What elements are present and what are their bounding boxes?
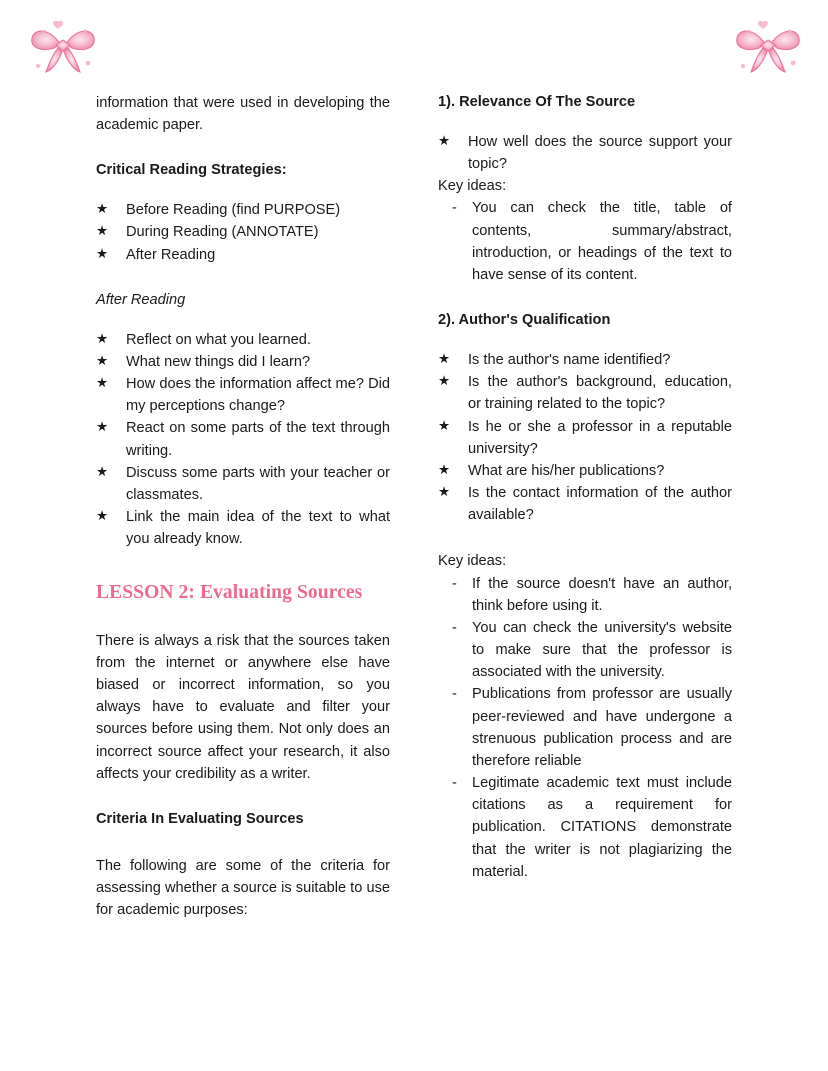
after-reading-list: [96, 329, 390, 551]
two-column-body: [96, 92, 733, 921]
list-item-label: What new things did I learn?: [126, 353, 311, 370]
list-item: [96, 199, 390, 221]
list-item: [96, 351, 390, 373]
star-bullet-icon: ★: [438, 461, 451, 477]
lesson-title: LESSON 2: Evaluating Sources: [96, 582, 363, 604]
list-item-label: React on some parts of the text through writing.: [126, 420, 390, 459]
list-item: [96, 506, 390, 550]
list-item-label: How does the information affect me? Did my perceptions change?: [126, 375, 390, 415]
section-2-heading: 2). Author's Qualification: [438, 312, 611, 329]
star-bullet-icon: ★: [96, 352, 109, 368]
section-2-bullets: [438, 349, 732, 526]
section-1-key-ideas-label: Key ideas:: [438, 178, 507, 195]
list-item-label: You can check the university's website to make sure that the professor is associated with the university.: [472, 619, 732, 681]
list-item: [438, 617, 732, 684]
list-item: [96, 329, 390, 351]
star-bullet-icon: ★: [96, 245, 109, 261]
list-item: [438, 772, 732, 883]
star-bullet-icon: ★: [438, 350, 451, 366]
list-item: [438, 349, 732, 371]
list-item-label: Discuss some parts with your teacher or classmates.: [126, 464, 390, 503]
list-item-label: If the source doesn't have an author, think before using it.: [472, 575, 732, 614]
after-reading-subheading: After Reading: [96, 291, 186, 308]
dash-bullet-icon: -: [452, 619, 457, 636]
list-item-label: Is the contact information of the author available?: [468, 485, 732, 524]
list-item-label: Is he or she a professor in a reputable university?: [468, 418, 732, 457]
list-item-label: Reflect on what you learned.: [126, 331, 311, 348]
list-item: [438, 197, 732, 286]
lesson-intro-paragraph: There is always a risk that the sources taken from the internet or anywhere else have biased or incorrect information, so you always have to evaluate and filter your sources before using them. Not only does an incorrect source affect your research, it also affects your credibility as a writer.: [96, 632, 390, 782]
list-item-label: You can check the title, table of contents, summary/abstract, introduction, or headings of the text to have sense of its content.: [472, 200, 732, 283]
list-item-label: Is the author's background, education, or training related to the topic?: [468, 374, 732, 413]
section-2-key-ideas-list: [438, 573, 732, 883]
star-bullet-icon: ★: [96, 330, 109, 346]
right-column: [438, 92, 732, 921]
section-1-key-ideas-list: [438, 197, 732, 286]
criteria-intro-paragraph: The following are some of the criteria for assessing whether a source is suitable to use for academic purposes:: [96, 857, 390, 919]
list-item-label: Publications from professor are usually peer-reviewed and have undergone a strenuous publication process and are therefore reliable: [472, 686, 732, 769]
list-item: [438, 131, 732, 175]
list-item-label: Before Reading (find PURPOSE): [126, 202, 341, 219]
section-2-key-ideas-label: Key ideas:: [438, 553, 507, 570]
list-item-label: After Reading: [126, 246, 216, 263]
pink-ribbon-bow-icon: [729, 14, 807, 80]
section-1-heading: 1). Relevance Of The Source: [438, 94, 636, 110]
star-bullet-icon: ★: [96, 463, 109, 479]
criteria-heading: Criteria In Evaluating Sources: [96, 810, 304, 827]
star-bullet-icon: ★: [96, 419, 109, 435]
list-item: [96, 373, 390, 417]
section-1-bullets: [438, 131, 732, 175]
continued-paragraph: information that were used in developing the academic paper.: [96, 95, 390, 134]
star-bullet-icon: ★: [438, 484, 451, 500]
dash-bullet-icon: -: [452, 200, 457, 217]
list-item-label: Is the author's name identified?: [468, 351, 671, 368]
star-bullet-icon: ★: [96, 374, 109, 390]
left-column: [96, 92, 390, 921]
list-item-label: What are his/her publications?: [468, 462, 665, 479]
list-item-label: Legitimate academic text must include citations as a requirement for publication. CITATIONS demonstrate that the writer is not plagiarizing the material.: [472, 775, 732, 880]
list-item-label: How well does the source support your topic?: [468, 133, 732, 173]
list-item: [438, 573, 732, 617]
list-item: [96, 244, 390, 266]
pink-ribbon-bow-icon: [24, 14, 102, 80]
list-item: [438, 683, 732, 772]
star-bullet-icon: ★: [96, 201, 109, 217]
list-item: [438, 371, 732, 415]
list-item: [96, 417, 390, 461]
strategies-list: [96, 199, 390, 266]
list-item-label: Link the main idea of the text to what you already know.: [126, 509, 390, 548]
list-item: [96, 221, 390, 243]
list-item: [438, 482, 732, 526]
star-bullet-icon: ★: [438, 132, 451, 148]
list-item: [438, 416, 732, 460]
list-item: [96, 462, 390, 506]
star-bullet-icon: ★: [96, 223, 109, 239]
dash-bullet-icon: -: [452, 686, 457, 703]
star-bullet-icon: ★: [438, 373, 451, 389]
star-bullet-icon: ★: [96, 508, 109, 524]
critical-reading-strategies-heading: Critical Reading Strategies:: [96, 162, 287, 179]
list-item: [438, 460, 732, 482]
list-item-label: During Reading (ANNOTATE): [126, 224, 319, 241]
star-bullet-icon: ★: [438, 417, 451, 433]
dash-bullet-icon: -: [452, 575, 457, 592]
dash-bullet-icon: -: [452, 775, 457, 792]
